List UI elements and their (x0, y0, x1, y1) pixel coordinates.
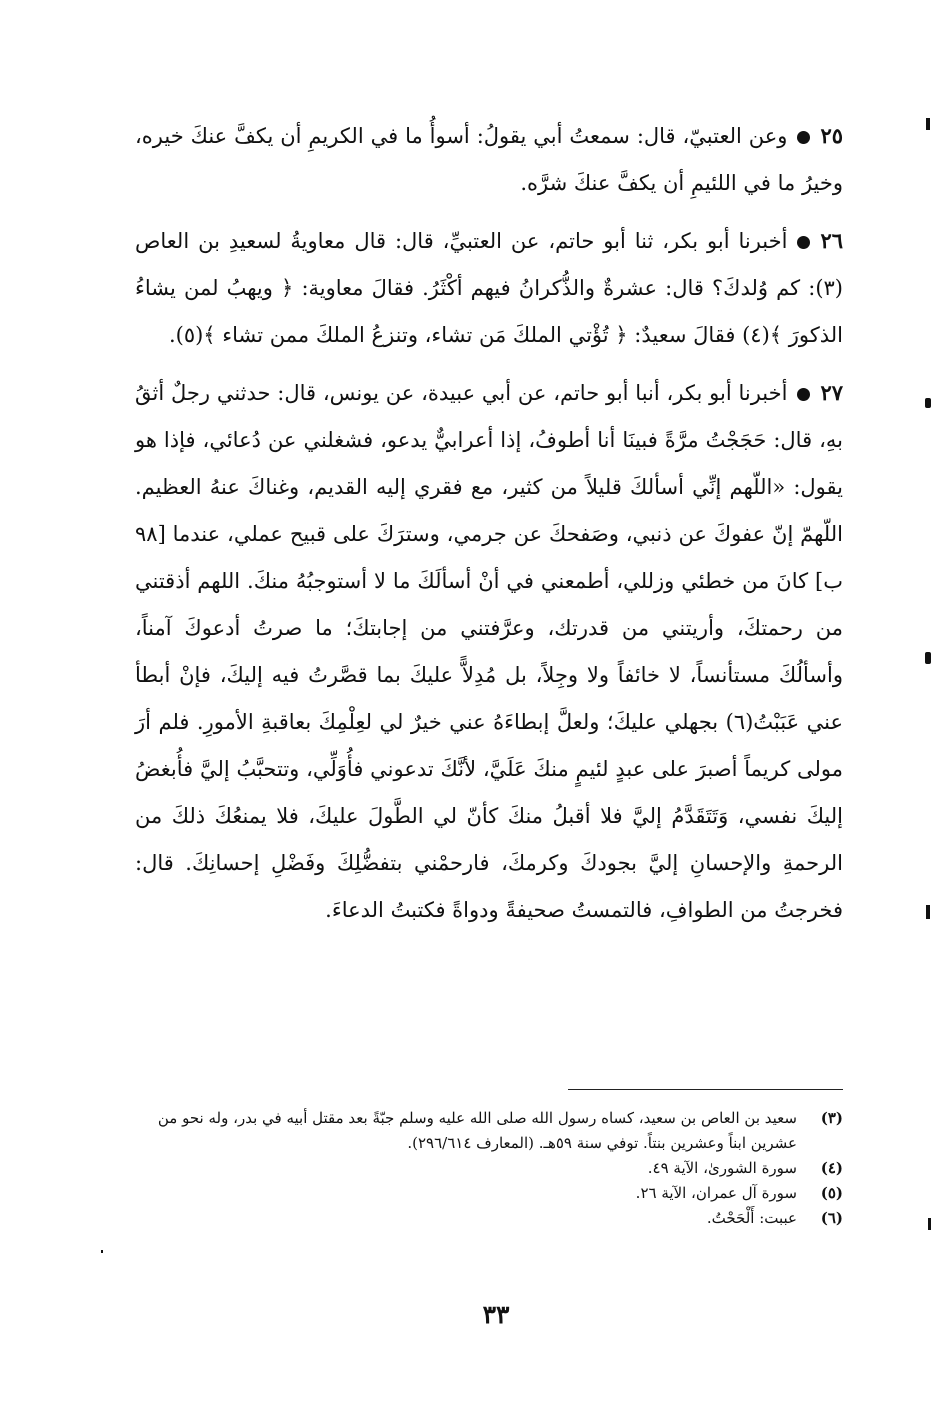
scan-mark (925, 652, 931, 664)
footnote-divider (568, 1089, 843, 1090)
paragraph-text: وعن العتبيّ، قال: سمعتُ أبي يقولُ: أسوأُ ما في الكريمِ أن يكفَّ عنكَ خيره، وخيرُ ما في اللئيمِ أن يكفَّ عنكَ شرَّه. (135, 124, 843, 195)
main-text (135, 112, 843, 944)
paragraph-text: أخبرنا أبو بكر، ثنا أبو حاتم، عن العتبيِّ، قال: قال معاويةُ لسعيدِ بن العاص (٣): كم وُلدكَ؟ قال: عشرةٌ والذُّكرانُ فيهم أكْثَرُ. فقالَ معاوية: ﴿ ويهبُ لمن يشاءُ الذكورَ ﴾(٤) فقالَ سعيدٌ: ﴿ تُؤْتي الملكَ مَن تشاء، وتنزعُ الملكَ ممن تشاء ﴾(٥). (135, 229, 843, 347)
footnotes (135, 1106, 843, 1231)
footnote-number: (٣) (820, 1109, 843, 1127)
scan-mark (928, 1218, 931, 1230)
scan-mark (925, 398, 931, 408)
paragraph-number: ٢٧ (820, 380, 843, 405)
footnote-text: سورة الشورىٰ، الآية ٤٩. (647, 1159, 797, 1177)
paragraph-number: ٢٥ (820, 123, 843, 148)
footnote-number: (٦) (820, 1209, 843, 1227)
paragraph-25 (135, 112, 843, 207)
footnote-text: سورة آل عمران، الآية ٢٦. (635, 1184, 797, 1202)
scan-mark (926, 118, 930, 130)
footnote-5 (135, 1181, 843, 1206)
bullet-icon (797, 236, 810, 249)
bullet-icon (797, 131, 810, 144)
bullet-icon (797, 388, 810, 401)
paragraph-text: أخبرنا أبو بكر، أنبا أبو حاتم، عن أبي عبيدة، عن يونس، قال: حدثني رجلٌ أثقُ بهِ، قال: حَجَجْتُ مرَّةً فبينَا أنا أطوفُ، إذا أعرابيٌّ يدعو، فشغلني عن دُعائي، فإذا هو يقول: «اللّهم إنِّي أسألكَ قليلاً من كثير، مع فقري إليه القديم، وغناكَ عنهُ العظيم. اللّهمّ إنّ عفوكَ عن ذنبي، وصَفحكَ عن جرمي، وسترَكَ على قبيح عملي، عندما [٩٨ ب] كانَ من خطئي وزللي، أطمعني في أنْ أسألَكَ ما لا أستوجبُهُ منكَ. اللهم أذقتني من رحمتكَ، وأريتني من قدرتك، وعرَّفتني من إجابتكَ؛ ما صرتُ أدعوكَ آمناً، وأسألُكَ مستأنساً، لا خائفاً ولا وجِلاً، بل مُدِلاًّ عليكَ بما قصَّرتُ فيه إليكَ، فإنْ أبطأ عني عَبَبْتُ(٦) بجهلي عليكَ؛ ولعلَّ إبطاءَهُ عني خيرٌ لي لعِلْمِكَ بعاقبةِ الأمورِ. فلم أرَ مولى كريماً أصبرَ على عبدٍ لئيمٍ منكَ عَلَيَّ، لأنَّكَ تدعوني فأُوَلِّي، وتتحبَّبُ إليَّ فأُبغضُ إليكَ نفسي، وَتَتَقَدَّمُ إليَّ فلا أقبلُ منكَ كأنّ لي الطَّولَ عليكَ، فلا يمنعُكَ ذلكَ من الرحمةِ والإحسانِ إليَّ بجودكَ وكرمكَ، فارحمْني بتفضُّلِكَ وفَضْلِ إحسانِكَ. قال: فخرجتُ من الطوافِ، فالتمستُ صحيفةً ودواةً فكتبتُ الدعاءَ. (135, 381, 843, 922)
scan-mark (101, 1250, 103, 1253)
footnote-4 (135, 1156, 843, 1181)
footnote-6 (135, 1206, 843, 1231)
paragraph-number: ٢٦ (820, 228, 843, 253)
footnote-number: (٤) (820, 1159, 843, 1177)
page-number: ٣٣ (482, 1300, 510, 1329)
footnote-3 (135, 1106, 843, 1156)
footnote-number: (٥) (820, 1184, 843, 1202)
scan-mark (926, 905, 930, 919)
paragraph-27 (135, 369, 843, 934)
footnote-text: عببت: أَلْحَحْتُ. (706, 1209, 797, 1227)
footnote-text: سعيد بن العاص بن سعيد، كساه رسول الله صلى الله عليه وسلم جبّةً بعد مقتل أبيه في بدر، وله نحو من عشرين ابناً وعشرين بنتاً. توفي سنة ٥٩هـ. (المعارف ٢٩٦/٦١٤). (157, 1109, 797, 1152)
paragraph-26 (135, 217, 843, 359)
